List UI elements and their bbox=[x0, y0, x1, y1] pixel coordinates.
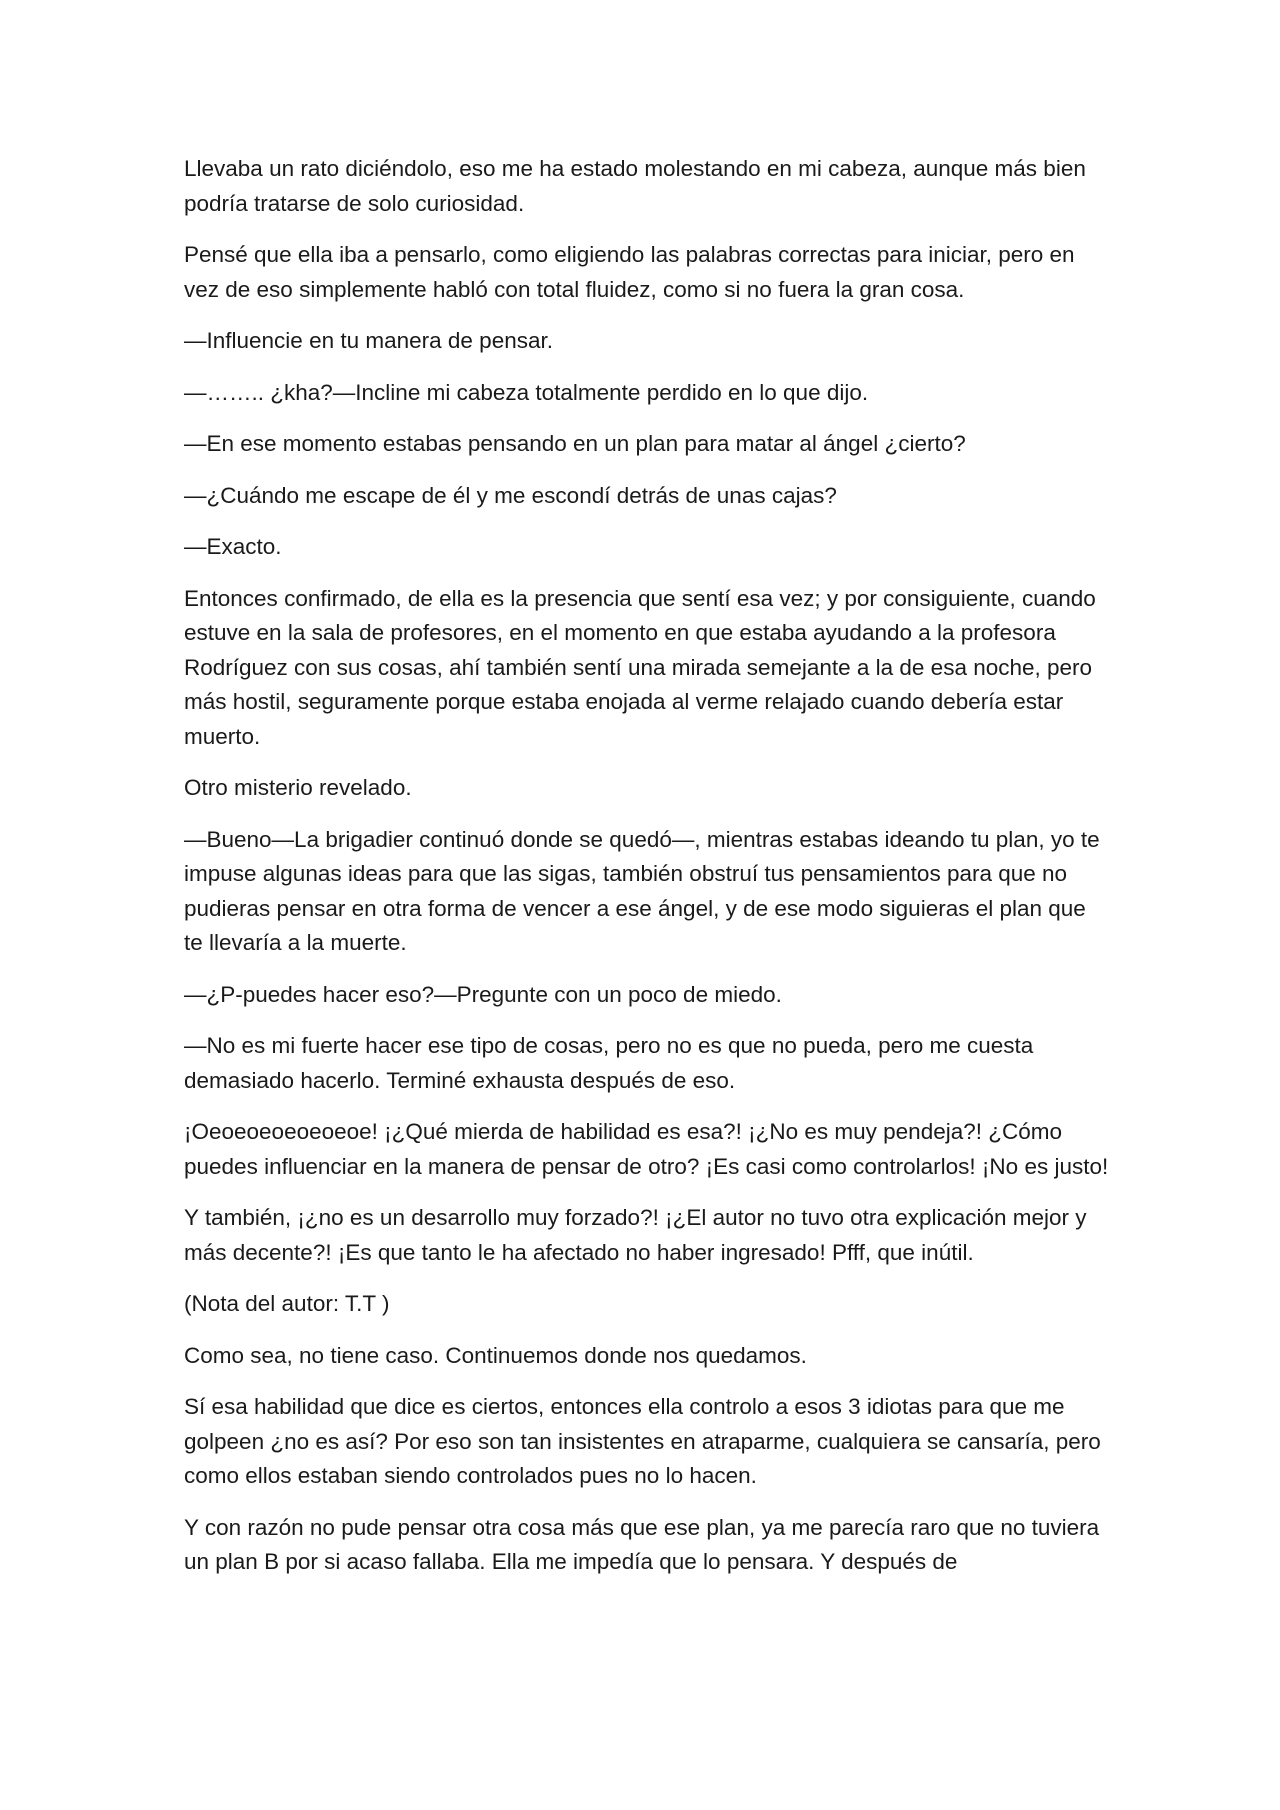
paragraph-12: —No es mi fuerte hacer ese tipo de cosas, pero no es que no pueda, pero me cuesta demasiado hacerlo. Terminé exhausta después de eso. bbox=[184, 1033, 1034, 1093]
paragraph-13: ¡Oeoeoeoeoeoeoe! ¡¿Qué mierda de habilidad es esa?! ¡¿No es muy pendeja?! ¿Cómo puedes influenciar en la manera de pensar de otro? ¡Es casi como controlarlos! ¡No es justo! bbox=[184, 1119, 1109, 1179]
paragraph-1: Llevaba un rato diciéndolo, eso me ha estado molestando en mi cabeza, aunque más bien podría tratarse de solo curiosidad. bbox=[184, 156, 1086, 216]
paragraph-4: —…….. ¿kha?—Incline mi cabeza totalmente perdido en lo que dijo. bbox=[184, 379, 869, 405]
paragraph-6: —¿Cuándo me escape de él y me escondí detrás de unas cajas? bbox=[184, 482, 837, 508]
paragraph-17: Sí esa habilidad que dice es ciertos, entonces ella controlo a esos 3 idiotas para que me golpeen ¿no es así? Por eso son tan insistentes en atraparme, cualquiera se cansaría, pero como ellos estaban siendo controlados pues no lo hacen. bbox=[184, 1394, 1101, 1488]
paragraph-16: Como sea, no tiene caso. Continuemos donde nos quedamos. bbox=[184, 1342, 807, 1368]
paragraph-18: Y con razón no pude pensar otra cosa más que ese plan, ya me parecía raro que no tuviera un plan B por si acaso fallaba. Ella me impedía que lo pensara. Y después de bbox=[184, 1514, 1100, 1574]
paragraph-3: —Influencie en tu manera de pensar. bbox=[184, 328, 553, 353]
paragraph-14: Y también, ¡¿no es un desarrollo muy forzado?! ¡¿El autor no tuvo otra explicación mejor y más decente?! ¡Es que tanto le ha afectado no haber ingresado! Pfff, que inútil. bbox=[184, 1205, 1087, 1265]
paragraph-7: —Exacto. bbox=[184, 534, 282, 559]
paragraph-8: Entonces confirmado, de ella es la presencia que sentí esa vez; y por consiguiente, cuando estuve en la sala de profesores, en el momento en que estaba ayudando a la profesora Rodríguez con sus cosas, ahí también sentí una mirada semejante a la de esa noche, pero más hostil, seguramente porque estaba enojada al verme relajado cuando debería estar muerto. bbox=[184, 585, 1096, 749]
paragraph-10: —Bueno—La brigadier continuó donde se quedó—, mientras estabas ideando tu plan, yo te impuse algunas ideas para que las sigas, también obstruí tus pensamientos para que no pudieras pensar en otra forma de vencer a ese ángel, y de ese modo siguieras el plan que te llevaría a la muerte. bbox=[184, 826, 1100, 955]
document-body bbox=[184, 152, 1109, 1597]
paragraph-9: Otro misterio revelado. bbox=[184, 775, 412, 800]
paragraph-5: —En ese momento estabas pensando en un plan para matar al ángel ¿cierto? bbox=[184, 431, 966, 456]
paragraph-2: Pensé que ella iba a pensarlo, como eligiendo las palabras correctas para iniciar, pero en vez de eso simplemente habló con total fluidez, como si no fuera la gran cosa. bbox=[184, 242, 1075, 302]
paragraph-15: (Nota del autor: T.T ) bbox=[184, 1291, 390, 1316]
paragraph-11: —¿P-puedes hacer eso?—Pregunte con un poco de miedo. bbox=[184, 981, 782, 1007]
